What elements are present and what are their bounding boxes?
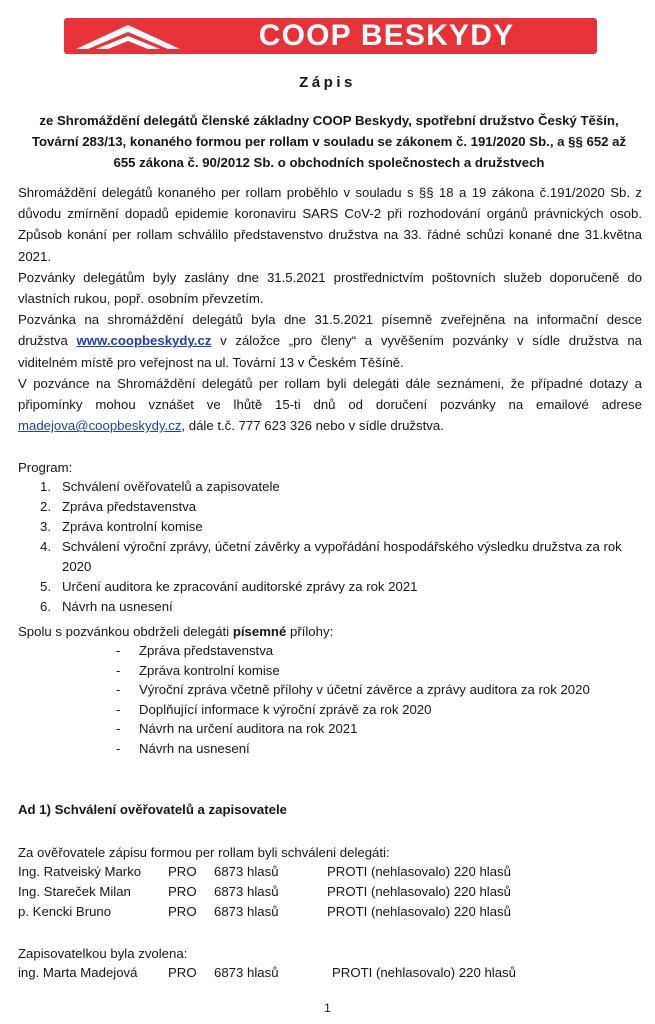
dash-bullet: -: [116, 662, 121, 678]
program-item-text: Zpráva kontrolní komise: [62, 519, 203, 534]
program-list: [18, 477, 638, 617]
attachment-text: Zpráva představenstva: [139, 643, 274, 658]
verifiers-intro: Za ověřovatele zápisu formou per rollam byli schváleni delegáti:: [18, 845, 390, 860]
attachment-text: Zpráva kontrolní komise: [139, 662, 280, 678]
program-item-number: 3.: [40, 519, 51, 534]
program-item: [18, 537, 638, 577]
attachments-heading: [18, 622, 333, 641]
program-item-text: Schválení ověřovatelů a zapisovatele: [62, 479, 280, 494]
program-item-text: Schválení výroční zprávy, účetní závěrky a vypořádání hospodářského výsledku družstva za rok 2020: [62, 539, 622, 574]
attachment-text: Doplňující informace k výroční zprávě za rok 2020: [139, 701, 432, 717]
program-item-number: 4.: [40, 539, 51, 554]
verifier-votes: 6873 hlasů: [214, 904, 279, 919]
program-item: [18, 497, 638, 517]
dash-bullet: -: [116, 682, 121, 698]
attachment-text: Návrh na usnesení: [139, 740, 250, 756]
intro-p4-text-b: , dále t.č. 777 623 326 nebo v sídle družstva.: [181, 418, 444, 434]
intro-p4-text-a: V pozvánce na Shromáždění delegátů per rollam byli delegáti dále seznámeni, že případné dotazy a připomínky mohou vznášet ve lhůtě 15-ti dnů od doručení pozvánky na emailové adrese: [18, 375, 642, 413]
attachment-item: [18, 719, 638, 739]
intro-p3-text-a: Pozvánka na shromáždění delegátů byla dne 31.5.2021 písemně zveřejněna na informační desce družstva: [18, 312, 642, 349]
dash-bullet: -: [116, 721, 121, 737]
verifier-pro: PRO: [168, 884, 197, 899]
program-item-text: Návrh na usnesení: [62, 599, 173, 614]
program-item: [18, 477, 638, 497]
verifier-votes: 6873 hlasů: [214, 884, 279, 899]
recorder-intro: Zapisovatelkou byla zvolena:: [18, 946, 188, 961]
attachment-text: Návrh na určení auditora na rok 2021: [139, 721, 358, 737]
program-item-number: 6.: [40, 599, 51, 614]
verifier-name: Ing. Ratveiský Marko: [18, 864, 142, 879]
email-link[interactable]: madejova@coopbeskydy.cz: [18, 418, 182, 434]
attachment-item: [18, 641, 638, 661]
verifier-pro: PRO: [168, 904, 197, 919]
dash-bullet: -: [116, 701, 121, 717]
page-number: 1: [324, 1001, 331, 1015]
logo-brand-text: COOP BESKYDY: [258, 19, 515, 52]
program-item: [18, 597, 638, 617]
program-item-number: 5.: [40, 579, 51, 594]
verifier-row: [18, 862, 638, 882]
attachments-heading-a: Spolu s pozvánkou obdrželi delegáti: [18, 624, 233, 639]
attachment-item: [18, 700, 638, 720]
coop-beskydy-logo: [64, 18, 597, 54]
program-heading: Program:: [18, 460, 73, 475]
verifier-contra: PROTI (nehlasovalo) 220 hlasů: [327, 864, 511, 879]
recorder-contra: PROTI (nehlasovalo) 220 hlasů: [332, 965, 516, 980]
document-title: Zápis: [299, 74, 356, 91]
program-item-number: 2.: [40, 499, 51, 514]
dash-bullet: -: [116, 643, 121, 658]
verifier-contra: PROTI (nehlasovalo) 220 hlasů: [327, 884, 511, 899]
program-item-text: Zpráva představenstva: [62, 499, 197, 514]
attachments-heading-bold: písemné: [232, 624, 287, 639]
verifier-pro: PRO: [168, 864, 197, 879]
recorder-name: ing. Marta Madejová: [18, 965, 138, 980]
attachments-list: [18, 641, 638, 759]
verifier-contra: PROTI (nehlasovalo) 220 hlasů: [327, 904, 511, 919]
intro-paragraph-4: [18, 373, 642, 437]
recorder-row: [18, 963, 638, 983]
recorder-votes: 6873 hlasů: [214, 965, 279, 980]
program-item-text: Určení auditora ke zpracování auditorské zprávy za rok 2021: [62, 579, 418, 594]
recorder-pro: PRO: [168, 965, 197, 980]
attachment-item: [18, 680, 638, 700]
program-item: [18, 577, 638, 597]
section-1-heading: Ad 1) Schválení ověřovatelů a zapisovatele: [18, 802, 287, 817]
verifier-row: [18, 882, 638, 902]
intro-paragraph-2: Pozvánky delegátům byly zaslány dne 31.5.2021 prostřednictvím poštovních služeb doporučeně do vlastních rukou, popř. osobním převzetím.: [18, 269, 642, 307]
verifier-row: [18, 902, 638, 922]
intro-paragraph-1: Shromáždění delegátů konaného per rollam proběhlo v souladu s §§ 18 a 19 zákona č.191/2020 Sb. z důvodu zmírnění dopadů epidemie koronaviru SARS CoV-2 při rozhodování orgánů právnických osob. Způsob konání per rollam schválilo představenstvo družstva na 33. řádné schůzi konané dne 31.května 2021.: [18, 185, 642, 264]
attachment-item: [18, 661, 638, 681]
intro-p3-text-b: v záložce „pro členy“ a vyvěšením pozvánky v sídle družstva na viditelném místě pro veřejnost na ul. Tovární 13 v Českém Těšíně.: [18, 333, 642, 370]
program-item-number: 1.: [40, 479, 51, 494]
attachment-item: [18, 739, 638, 759]
verifier-votes: 6873 hlasů: [214, 864, 279, 879]
chevron-logo-icon: [76, 22, 180, 50]
attachments-heading-b: přílohy:: [286, 624, 334, 639]
verifier-name: Ing. Stareček Milan: [18, 884, 131, 899]
program-item: [18, 517, 638, 537]
dash-bullet: -: [116, 740, 121, 756]
intro-section: [18, 182, 642, 436]
intro-paragraph-3: [18, 309, 642, 373]
attachment-text: Výroční zpráva včetně přílohy v účetní závěrce a zprávy auditora za rok 2020: [139, 682, 590, 698]
website-link[interactable]: www.coopbeskydy.cz: [76, 333, 212, 349]
document-subtitle: ze Shromáždění delegátů členské základny COOP Beskydy, spotřební družstvo Český Těšín, Tovární 283/13, konaného formou per rollam v souladu se zákonem č. 191/2020 Sb., a §§ 652 až 655 zákona č. 90/2012 Sb. o obchodních společnostech a družstvech: [31, 113, 627, 170]
verifier-name: p. Kencki Bruno: [18, 904, 112, 919]
